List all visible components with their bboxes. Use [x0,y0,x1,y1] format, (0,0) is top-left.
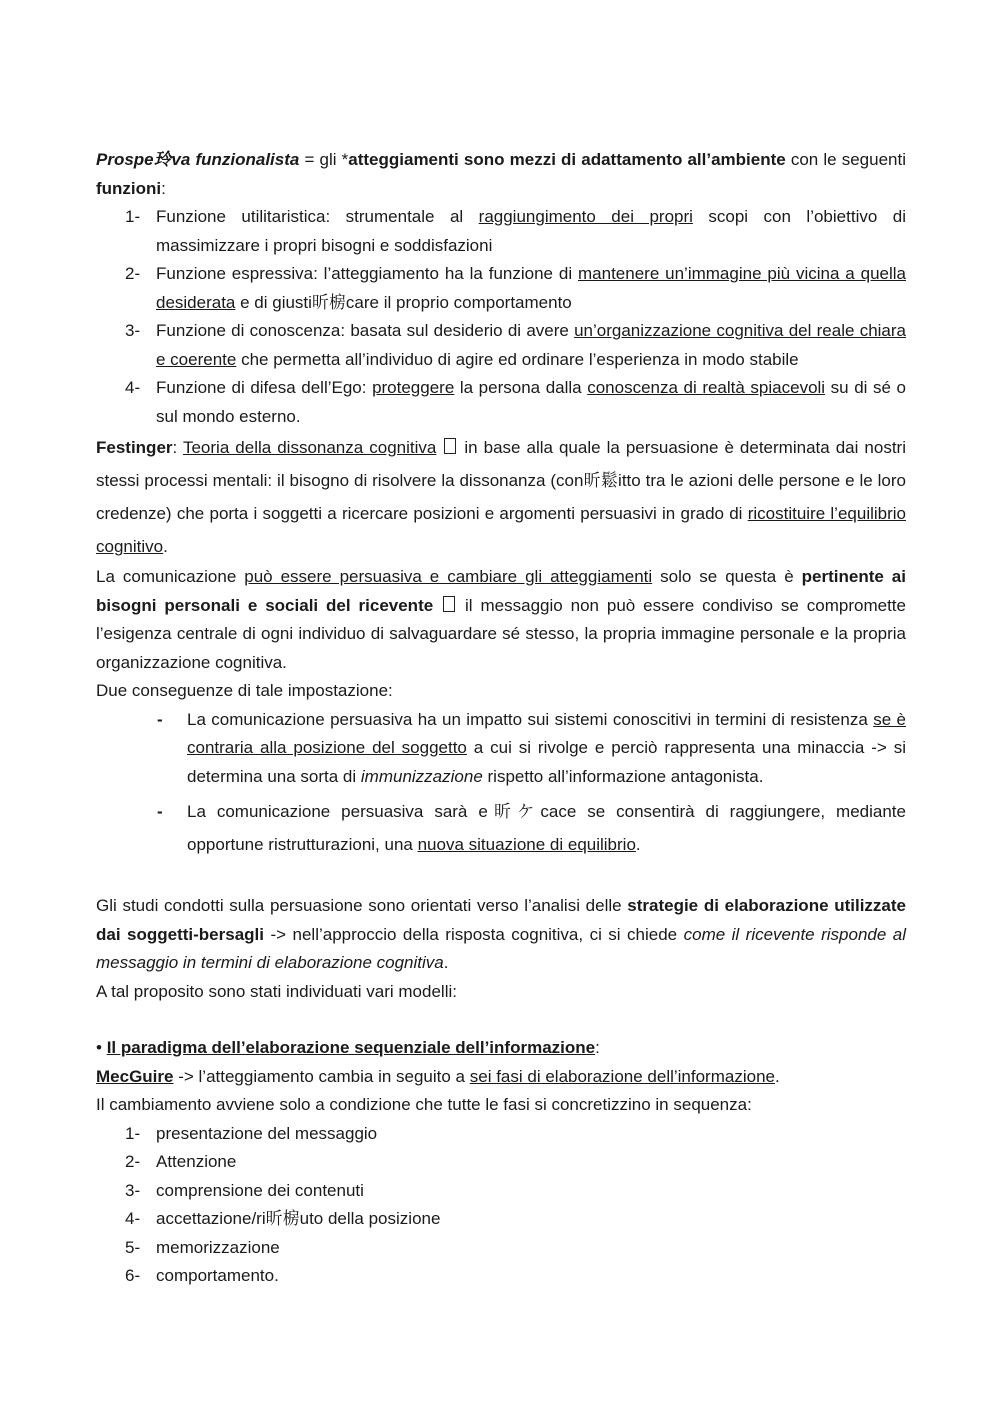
function-underline: un’organizzazione cognitiva del reale chiara e coerente [156,321,906,369]
phase-text: comportamento. [156,1266,279,1285]
list-marker: 1- [125,1123,141,1143]
list-marker: 3- [125,321,141,340]
function-item [125,260,907,317]
consequence-text: . [635,835,641,854]
phase-item [125,1120,906,1149]
paradigm-heading [96,1034,906,1063]
communication-text: il messaggio non può essere condiviso se compromette l’esigenza centrale di ogni individuo di salvaguardare sé stesso, la propria immagine personale e la propria organizzazione cognitiva. [96,595,906,672]
communication-paragraph [96,563,906,677]
function-text: su di sé o sul mondo esterno. [156,378,906,426]
phase-text: comprensione dei contenuti [156,1180,364,1200]
list-marker: 4- [125,1209,141,1228]
communication-text: La comunicazione [96,567,245,586]
function-underline: conoscenza di realtà spiacevoli [587,378,826,397]
communication-underline: può essere persuasiva e cambiare gli atteggiamenti [244,567,653,586]
festinger-colon: : [172,438,183,457]
function-text: Funzione espressiva: l’atteggiamento ha la funzione di [156,264,578,283]
studies-paragraph [96,892,906,978]
function-text: e di giusti昕椖care il proprio comportamento [235,292,572,312]
arrow-glyph-icon [444,438,456,454]
function-underline: raggiungimento dei propri [478,207,693,226]
studies-text: -> nell’approccio della risposta cognitiva, ci si chiede [264,924,684,944]
phase-text: Attenzione [156,1152,237,1171]
list-marker: 2- [125,1152,141,1171]
bullet-glyph: • [96,1038,107,1057]
mcguire-text: . [774,1066,780,1086]
list-marker: 5- [125,1237,141,1257]
function-text: la persona dalla [454,378,588,397]
phase-item [125,1262,906,1291]
functionalist-title: Prospe玲va funzionalista [96,150,300,169]
phase-item [125,1234,906,1263]
mcguire-text: -> l’atteggiamento cambia in seguito a [173,1066,470,1086]
mcguire-underline: sei fasi di elaborazione dell’informazione [469,1066,775,1086]
function-item [125,203,906,260]
phase-item [125,1205,906,1234]
intro-text-1: = gli * [299,150,349,169]
festinger-underline: ricostituire l’equilibrio cognitivo [96,504,907,556]
arrow-glyph-icon [443,596,455,612]
function-underline: proteggere [372,378,455,397]
consequence-item [157,795,906,861]
consequence-italic: immunizzazione [360,766,483,786]
intro-text-2: con le seguenti [785,150,906,169]
function-text: Funzione di difesa dell’Ego: [156,378,373,397]
condition-text: Il cambiamento avviene solo a condizione che tutte le fasi si concretizzino in sequenza: [96,1095,752,1114]
function-item [125,374,906,431]
dissonance-theory: Teoria della dissonanza cognitiva [182,438,437,457]
phase-text: memorizzazione [156,1237,280,1257]
studies-italic: come il ricevente risponde al messaggio in termini di elaborazione cognitiva [96,924,906,972]
studies-text: . [443,953,449,972]
function-text: che permetta all’individuo di agire ed ordinare l’esperienza in modo stabile [236,349,799,369]
models-intro: A tal proposito sono stati individuati vari modelli: [96,981,457,1001]
phases-list [96,1120,906,1291]
intro-bold-2: funzioni [96,178,162,198]
function-text: Funzione utilitaristica: strumentale al [156,207,479,226]
consequence-text: a cui si rivolge e perciò rappresenta una minaccia -> si determina una sorta di [187,738,906,786]
list-marker: 2- [125,264,141,283]
phase-text: presentazione del messaggio [156,1123,378,1143]
functions-list [96,203,906,431]
list-marker: 4- [125,378,141,397]
consequence-underline: se è contraria alla posizione del soggetto [187,709,906,757]
consequences-list [96,706,906,862]
intro-bold-1: atteggiamenti sono mezzi di adattamento all’ambiente [348,150,786,169]
document-body [96,146,906,1291]
consequence-underline: nuova situazione di equilibrio [417,835,636,854]
list-marker: - [157,802,163,821]
intro-text-3: : [161,178,166,198]
communication-text: solo se questa è [652,567,802,586]
consequences-intro: Due conseguenze di tale impostazione: [96,681,393,700]
consequence-text: La comunicazione persuasiva ha un impatto sui sistemi conoscitivi in termini di resistenza [187,709,874,729]
phase-item [125,1177,906,1206]
communication-bold: pertinente ai bisogni personali e sociali del ricevente [96,567,906,615]
phase-item [125,1148,906,1177]
spacer [96,865,906,892]
list-marker: 1- [125,207,141,226]
function-underline: mantenere un’immagine più vicina a quella desiderata [156,264,907,312]
paradigm-colon: : [595,1038,600,1057]
list-marker: 6- [125,1266,141,1285]
list-marker: - [157,709,163,729]
festinger-text: in base alla quale la persuasione è determinata dai nostri stessi processi mentali: il bisogno di risolvere la dissonanza (con昕鬆itto tra le azioni delle persone e le loro credenze) che porta i soggetti a ricercare posizioni e argomenti persuasivi in grado di [96,438,906,523]
functionalist-intro [96,146,906,203]
festinger-paragraph [96,431,906,563]
festinger-text: . [163,537,168,556]
consequence-item [157,706,906,792]
consequence-text: rispetto all’informazione antagonista. [482,766,764,786]
function-item [125,317,906,374]
function-text: Funzione di conoscenza: basata sul desiderio di avere [156,321,575,340]
studies-bold: strategie di elaborazione utilizzate dai soggetti-bersagli [96,896,907,944]
consequence-text: La comunicazione persuasiva sarà e昕ケcace se consentirà di raggiungere, mediante opportune ristrutturazioni, una [187,802,906,854]
mcguire-name: MecGuire [96,1066,174,1086]
festinger-name: Festinger [96,438,173,457]
function-text: scopi con l’obiettivo di massimizzare i propri bisogni e soddisfazioni [156,207,906,255]
mcguire-paragraph [96,1063,906,1092]
spacer [96,1006,906,1034]
phase-text: accettazione/ri昕椖uto della posizione [156,1209,441,1228]
paradigm-title: Il paradigma dell’elaborazione sequenziale dell’informazione [106,1038,596,1057]
list-marker: 3- [125,1180,141,1200]
studies-text: Gli studi condotti sulla persuasione sono orientati verso l’analisi delle [96,896,628,915]
